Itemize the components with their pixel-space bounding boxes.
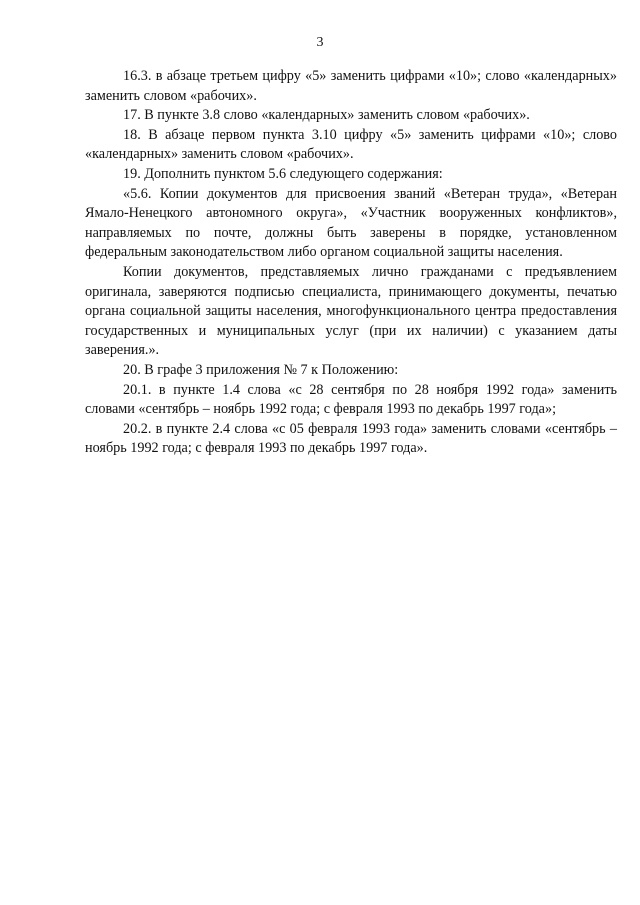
paragraph-20-1: 20.1. в пункте 1.4 слова «с 28 сентября по 28 ноября 1992 года» заменить словами «сентябрь – ноябрь 1992 года; с февраля 1993 по декабрь 1997 года»; (85, 381, 617, 418)
paragraph-5-6: «5.6. Копии документов для присвоения званий «Ветеран труда», «Ветеран Ямало-Ненецкого автономного округа», «Участник вооруженных конфликтов», направляемых по почте, должны быть заверены в порядке, установленном федеральным законодательством либо органом социальной защиты населения. (85, 185, 617, 261)
paragraph-19: 19. Дополнить пунктом 5.6 следующего содержания: (123, 165, 443, 182)
paragraph-20: 20. В графе 3 приложения № 7 к Положению: (123, 361, 399, 378)
paragraph-copies: Копии документов, представляемых лично гражданами с предъявлением оригинала, заверяются подписью специалиста, принимающего документы, печатью органа социальной защиты населения, многофункционального центра предоставления государственных и муниципальных услуг (при их наличии) с указанием даты заверения.». (85, 263, 617, 359)
document-body (85, 67, 617, 459)
paragraph-20-2: 20.2. в пункте 2.4 слова «с 05 февраля 1993 года» заменить словами «сентябрь – ноябрь 1992 года; с февраля 1993 по декабрь 1997 года». (85, 420, 617, 457)
paragraph-17: 17. В пункте 3.8 слово «календарных» заменить словом «рабочих». (123, 107, 530, 124)
paragraph-16-3: 16.3. в абзаце третьем цифру «5» заменить цифрами «10»; слово «календарных» заменить словом «рабочих». (85, 68, 617, 104)
page-number: 3 (316, 35, 324, 50)
paragraph-18: 18. В абзаце первом пункта 3.10 цифру «5» заменить цифрами «10»; слово «календарных» заменить словом «рабочих». (85, 126, 617, 163)
